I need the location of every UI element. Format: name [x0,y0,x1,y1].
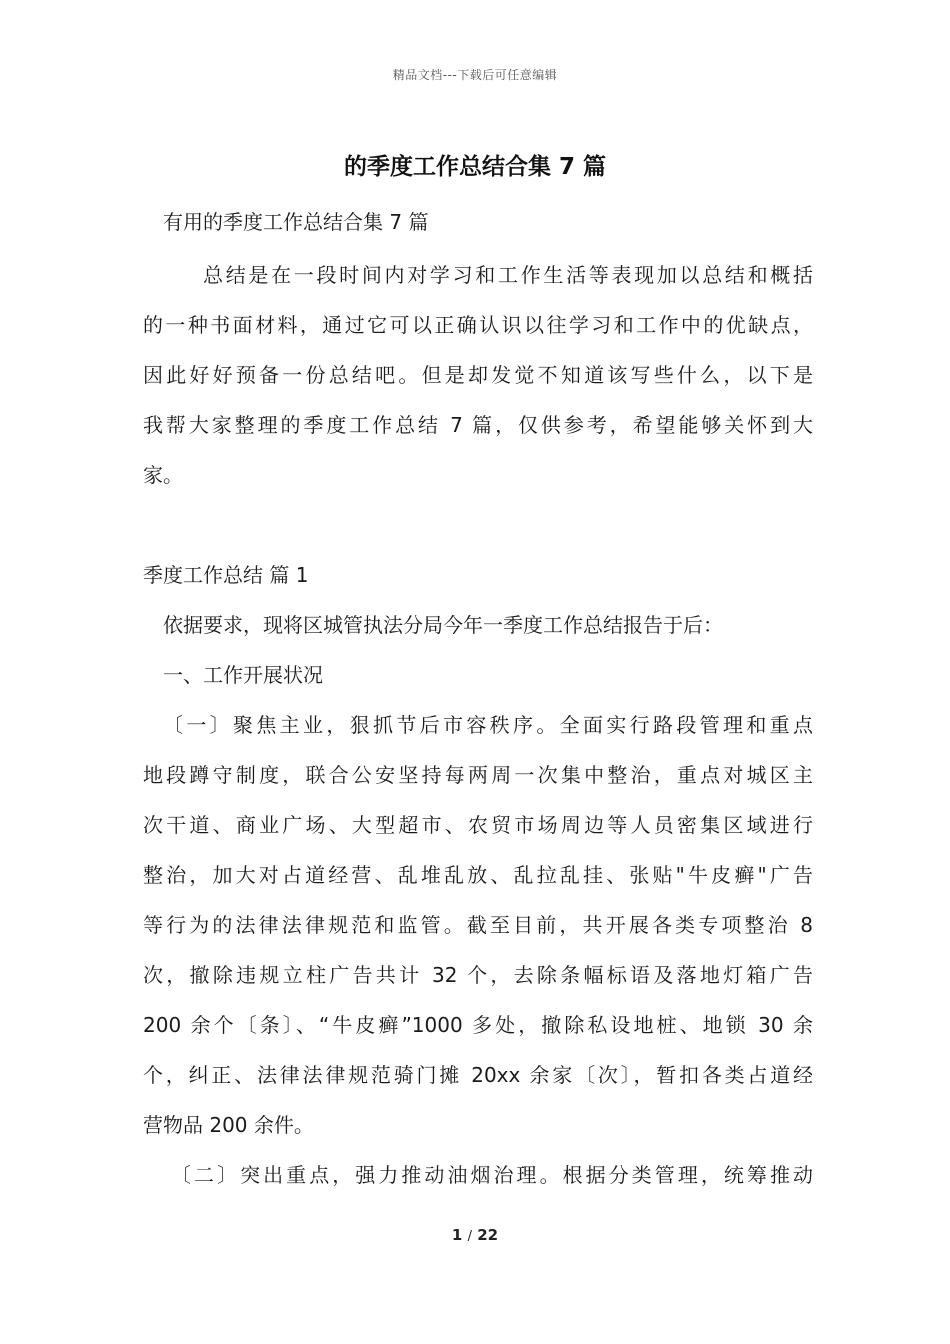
intro-paragraph [143,250,813,500]
document-title: 的季度工作总结合集 7 篇 [343,154,607,180]
intro-line: 的一种书面材料，通过它可以正确认识以往学习和工作中的优缺点， [143,313,813,337]
page-separator: / [467,1229,472,1244]
paragraph-line: 〔一〕聚焦主业，狠抓节后市容秩序。全面实行路段管理和重点 [163,713,813,737]
paragraph-one [143,700,813,1150]
page-current: 1 [451,1226,463,1244]
paragraph-line: 200 余个〔条〕、“牛皮癣”1000 多处，撤除私设地桩、地锁 30 余 [143,1013,813,1037]
paragraph-line: 个，纠正、法律法律规范骑门摊 20xx 余家〔次〕，暂扣各类占道经 [143,1063,813,1087]
paragraph-line: 整治，加大对占道经营、乱堆乱放、乱拉乱挂、张贴"牛皮癣"广告 [143,863,813,887]
page-header: 精品文档---下载后可任意编辑 [392,68,558,82]
blank-line [143,500,813,550]
page-total: 22 [477,1226,499,1244]
paragraph-two-line: 〔二〕突出重点，强力推动油烟治理。根据分类管理，统筹推动 [171,1163,813,1187]
intro-line: 总结是在一段时间内对学习和工作生活等表现加以总结和概括 [203,263,813,287]
part-heading: 一、工作开展状况 [163,663,323,687]
document-body [143,202,813,1200]
paragraph-line: 等行为的法律法律规范和监管。截至目前，共开展各类专项整治 8 [143,913,813,937]
paragraph-line: 地段蹲守制度，联合公安坚持每两周一次集中整治，重点对城区主 [143,763,813,787]
paragraph-line: 次干道、商业广场、大型超市、农贸市场周边等人员密集区域进行 [143,813,813,837]
intro-line: 我帮大家整理的季度工作总结 7 篇，仅供参考，希望能够关怀到大 [143,413,813,437]
paragraph-line: 次，撤除违规立柱广告共计 32 个，去除条幅标语及落地灯箱广告 [143,963,813,987]
document-subtitle: 有用的季度工作总结合集 7 篇 [163,210,429,234]
paragraph-line: 营物品 200 余件。 [143,1113,314,1137]
section-heading: 季度工作总结 篇 1 [143,563,309,587]
intro-line: 家。 [143,463,183,487]
lead-sentence: 依据要求，现将区城管执法分局今年一季度工作总结报告于后： [163,613,723,637]
intro-line: 因此好好预备一份总结吧。但是却发觉不知道该写些什么，以下是 [143,363,813,387]
page-number [0,1226,950,1244]
